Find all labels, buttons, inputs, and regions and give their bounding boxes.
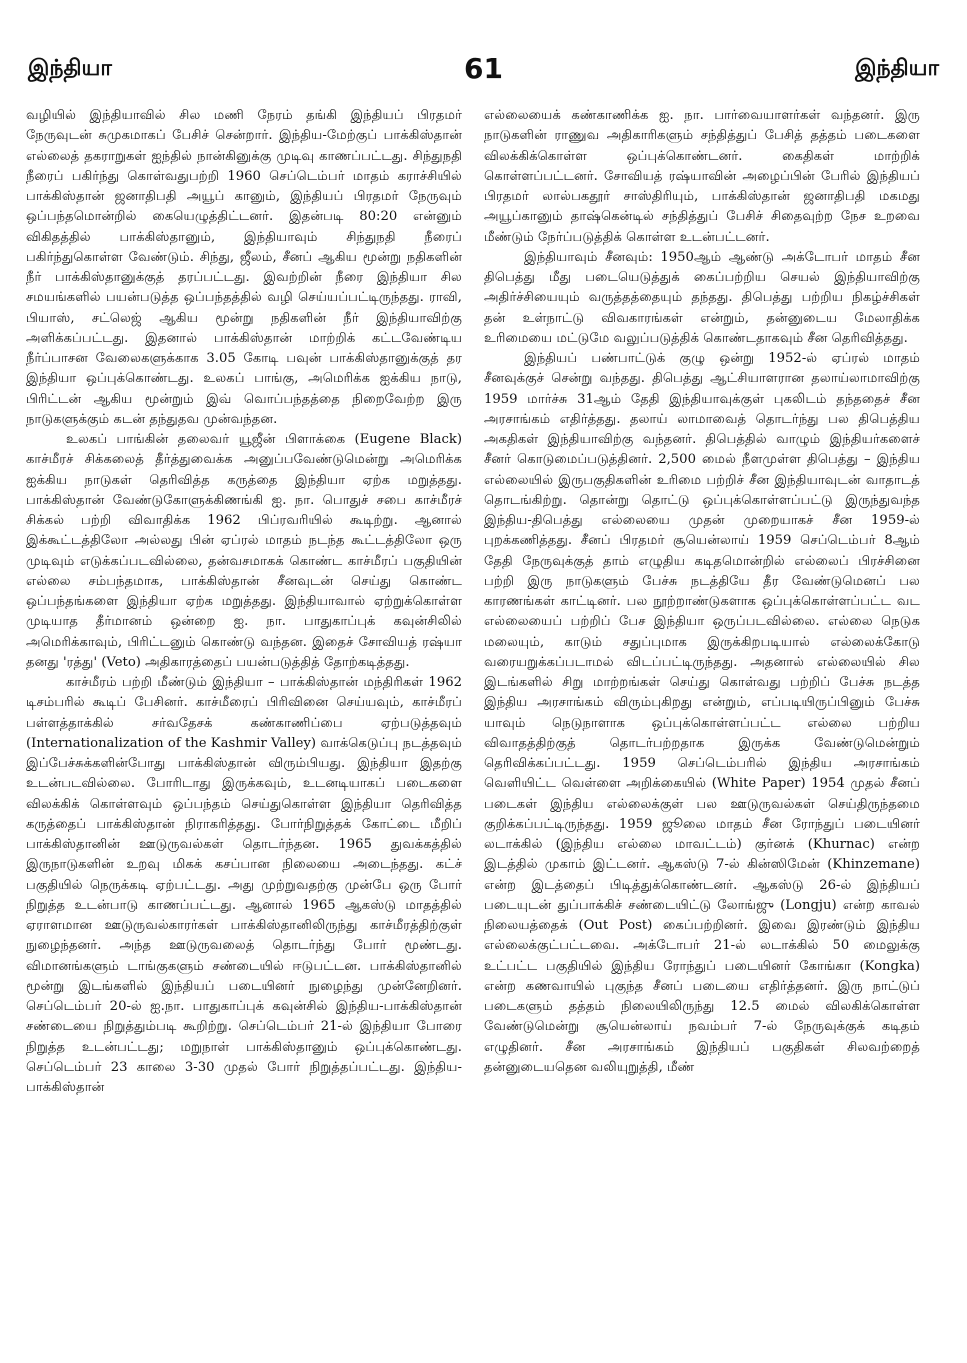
right-column <box>484 106 920 1324</box>
left-paragraph-2: உலகப் பாங்கின் தலைவர் யூஜீன் பிளாக்கை (Eugene Black) காச்மீரச் சிக்கலைத் தீர்த்துவைக்க அனுப்பவேண்டுமென்று அமெரிக்க ஐக்கிய நாடுகள் தெரிவித்த கருத்தை இந்தியா ஏற்க மறுத்தது. பாக்கிஸ்தான் வேண்டுகோளுக்கிணங்கி ஐ. நா. பொதுச் சபை காச்மீரச் சிக்கல் பற்றி விவாதிக்க 1962 பிப்ரவரியில் கூடிற்று. ஆனால் இக்கூட்டத்திலோ அல்லது பின் ஏப்ரல் மாதம் நடந்த கூட்டத்திலோ ஒரு முடிவும் எடுக்கப்படவில்லை, தன்வசமாகக் கொண்ட காச்மீரப் பகுதியின் எல்லை சம்பந்தமாக, பாக்கிஸ்தான் சீனவுடன் செய்து கொண்ட ஒப்பந்தங்களை இந்தியா ஏற்க மறுத்தது. இந்தியாவால் ஏற்றுக்கொள்ள முடியாத தீர்மானம் ஒன்றை ஐ. நா. பாதுகாப்புக் கவுன்சிலில் அமெரிக்காவும், பிரிட்டனும் கொண்டு வந்தன. இதைச் சோவியத் ரஷ்யா தனது 'ரத்து' (Veto) அதிகாரத்தைப் பயன்படுத்தித் தோற்கடித்தது. <box>26 432 462 670</box>
page-number: 61 <box>464 52 503 85</box>
left-paragraph-3: காச்மீரம் பற்றி மீண்டும் இந்தியா – பாக்கிஸ்தான் மந்திரிகள் 1962 டிசம்பரில் கூடிப் பேசினர். காச்மீரைப் பிரிவினை செய்யவும், காச்மீரப் பள்ளத்தாக்கில் சர்வதேசக் கண்காணிப்பை ஏற்படுத்தவும் (Internationalization of the Kashmir Valley) வாக்கெடுப்பு நடத்தவும் இப்பேச்சுக்களின்போது பாக்கிஸ்தான் விரும்பியது. இந்தியா இதற்கு உடன்படவில்லை. போரிடாது இருக்கவும், உடனடியாகப் படைகளை விலக்கிக் கொள்ளவும் ஒப்பந்தம் செய்துகொள்ள இந்தியா தெரிவித்த கருத்தைப் பாக்கிஸ்தான் நிராகரித்தது. போர்நிறுத்தக் கோட்டை மீறிப் பாக்கிஸ்தானின் ஊடுருவல்கள் தொடர்ந்தன. 1965 துவக்கத்தில் இருநாடுகளின் உறவு மிகக் கசப்பான நிலையை அடைந்தது. கட்ச் பகுதியில் நெருக்கடி ஏற்பட்டது. அது முற்றுவதற்கு முன்பே ஒரு போர் நிறுத்த உடன்பாடு காணப்பட்டது. ஆனால் 1965 ஆகஸ்டு மாதத்தில் ஏராளமான ஊடுருவல்காரர்கள் பாக்கிஸ்தானிலிருந்து காச்மீரத்திற்குள் நுழைந்தனர். அந்த ஊடுருவலைத் தொடர்ந்து போர் மூண்டது. விமானங்களும் டாங்குகளும் சண்டையில் ஈடுபட்டன. பாக்கிஸ்தானில் மூன்று இடங்களில் இந்தியப் படையினர் நுழைந்து முன்னேறினர். செப்டெம்பர் 20-ல் ஐ.நா. பாதுகாப்புக் கவுன்சில் இந்திய-பாக்கிஸ்தான் சண்டையை நிறுத்தும்படி கூறிற்று. செப்டெம்பர் 21-ல் இந்தியா போரை நிறுத்த உடன்பட்டது; மறுநாள் பாக்கிஸ்தானும் ஒப்புக்கொண்டது. செப்டெம்பர் 23 காலை 3-30 முதல் போர் நிறுத்தப்பட்டது. இந்திய-பாக்கிஸ்தான் <box>26 675 462 1095</box>
left-paragraph-1: வழியில் இந்தியாவில் சில மணி நேரம் தங்கி இந்தியப் பிரதமர் நேருவுடன் சுமுகமாகப் பேசிச் சென்றார். இந்திய-மேற்குப் பாக்கிஸ்தான் எல்லைத் தகராறுகள் ஐந்தில் நான்கினுக்கு முடிவு காணப்பட்டது. சிந்துநதி நீரைப் பகிர்ந்து கொள்வதுபற்றி 1960 செப்டெம்பர் மாதம் கராச்சியில் பாக்கிஸ்தான் ஜனாதிபதி அயூப் கானும், இந்தியப் பிரதமர் நேருவும் ஒப்பந்தமொன்றில் கையெழுத்திட்டனர். இதன்படி 80:20 என்னும் விகிதத்தில் பாக்கிஸ்தானும், இந்தியாவும் சிந்துநதி நீரைப் பகிர்ந்துகொள்ள வேண்டும். சிந்து, ஜீலம், சீனப் ஆகிய மூன்று நதிகளின் நீர் பாக்கிஸ்தானுக்குத் தரப்பட்டது. இவற்றின் நீரை இந்தியா சில சமயங்களில் பயன்படுத்த ஒப்பந்தத்தில் வழி செய்யப்பட்டிருந்தது. ராவி, பியாஸ், சட்லெஜ் ஆகிய மூன்று நதிகளின் நீர் இந்தியாவிற்கு அளிக்கப்பட்டது. இதனால் பாக்கிஸ்தான் மாற்றிக் கட்டவேண்டிய நீர்ப்பாசன வேலைகளுக்காக 3.05 கோடி பவுன் பாக்கிஸ்தானுக்குத் தர இந்தியா ஒப்புக்கொண்டது. உலகப் பாங்கு, அமெரிக்க ஐக்கிய நாடு, பிரிட்டன் ஆகிய மூன்றும் இவ் வொப்பந்தத்தை நிறைவேற்ற இரு நாடுகளுக்கும் கடன் தந்துதவ முன்வந்தன. <box>26 108 462 427</box>
right-paragraph-2-india-china: இந்தியாவும் சீனவும்: 1950ஆம் ஆண்டு அக்டோபர் மாதம் சீன திபெத்து மீது படையெடுத்துக் கைப்பற்றிய செயல் இந்தியாவிற்கு அதிர்ச்சியையும் வருத்தத்தையும் தந்தது. திபெத்து பற்றிய நிகழ்ச்சிகள் தன் உள்நாட்டு விவகாரங்கள் என்றும், தன்னுடைய மேலாதிக்க உரிமையை மட்டுமே வலுப்படுத்திக் கொண்டதாகவும் சீன தெரிவித்தது. <box>484 249 920 346</box>
left-column <box>26 106 462 1324</box>
running-head-left: இந்தியா <box>28 56 112 81</box>
running-head-right: இந்தியா <box>855 56 939 81</box>
right-paragraph-1: எல்லையைக் கண்காணிக்க ஐ. நா. பார்வையாளர்கள் வந்தனர். இரு நாடுகளின் ராணுவ அதிகாரிகளும் சந்தித்துப் பேசித் தத்தம் படைகளை விலக்கிக்கொள்ள ஒப்புக்கொண்டனர். கைதிகள் மாற்றிக் கொள்ளப்பட்டனர். சோவியத் ரஷ்யாவின் அழைப்பின் பேரில் இந்தியப் பிரதமர் லால்பகதூர் சாஸ்திரியும், பாக்கிஸ்தான் ஜனாதிபதி மகமது அயூப்கானும் தாஷ்கென்டில் சந்தித்துப் பேசிச் சிதைவுற்ற நேச உறவை மீண்டும் நேர்ப்படுத்திக் கொள்ள உடன்பட்டனர். <box>484 108 920 245</box>
right-paragraph-3: இந்தியப் பண்பாட்டுக் குழு ஒன்று 1952-ல் ஏப்ரல் மாதம் சீனவுக்குச் சென்று வந்தது. திபெத்து ஆட்சியாளரான தலாய்லாமாவிற்கு 1959 மார்ச்சு 31ஆம் தேதி இந்தியாவுக்குள் புகலிடம் தந்ததைச் சீன அரசாங்கம் எதிர்த்தது. தலாய் லாமாவைத் தொடர்ந்து பல திபெத்திய அகதிகள் இந்தியாவிற்கு வந்தனர். திபெத்தில் வாழும் இந்தியர்களைச் சீனர் கொடுமைப்படுத்தினர். 2,500 மைல் நீளமுள்ள திபெத்து – இந்திய எல்லையில் இருபகுதிகளின் உரிமை பற்றிச் சீன இந்தியாவுடன் வாதாடத் தொடங்கிற்று. தொன்று தொட்டு ஒப்புக்கொள்ளப்பட்டு இருந்துவந்த இந்திய-திபெத்து எல்லையை முதன் முறையாகச் சீன 1959-ல் புறக்கணித்தது. சீனப் பிரதமர் சூயென்லாய் 1959 செப்டெம்பர் 8ஆம் தேதி நேருவுக்குத் தாம் எழுதிய கடிதமொன்றில் எல்லைப் பிரச்சினை பற்றி இரு நாடுகளும் பேச்சு நடத்தியே தீர வேண்டுமெனப் பல காரணங்கள் காட்டினர். பல நூற்றாண்டுகளாக ஒப்புக்கொள்ளப்பட்ட வட எல்லையைப் பற்றிப் பேச இந்தியா ஒருப்படவில்லை. எல்லை நெடுக மலையும், காடும் சதுப்புமாக இருக்கிறபடியால் எல்லைக்கோடு வரையறுக்கப்படாமல் விடப்பட்டிருந்தது. அதனால் எல்லையில் சில இடங்களில் சிறு மாற்றங்கள் செய்து கொள்வது பற்றிப் பேச்சு நடத்த இந்திய அரசாங்கம் விரும்புகிறது என்றும், எப்படியிருப்பினும் பேச்சு யாவும் நெடுநாளாக ஒப்புக்கொள்ளப்பட்ட எல்லை பற்றிய விவாதத்திற்குத் தொடர்பற்றதாக இருக்க வேண்டுமென்றும் தெரிவிக்கப்பட்டது. 1959 செப்டெம்பரில் இந்திய அரசாங்கம் வெளியிட்ட வெள்ளை அறிக்கையில் (White Paper) 1954 முதல் சீனப் படைகள் இந்திய எல்லைக்குள் பல ஊடுருவல்கள் செய்திருந்தமை குறிக்கப்பட்டிருந்தது. 1959 ஜூலை மாதம் சீன ரோந்துப் படையினர் லடாக்கில் (இந்திய எல்லை மாவட்டம்) குர்னக் (Khurnac) என்ற இடத்தில் முகாம் இட்டனர். ஆகஸ்டு 7-ல் கின்ஸிமேன் (Khinzemane) என்ற இடத்தைப் பிடித்துக்கொண்டனர். ஆகஸ்டு 26-ல் இந்தியப் படையுடன் துப்பாக்கிச் சண்டையிட்டு லோங்ஜு (Longju) என்ற காவல் நிலையத்தைக் (Out Post) கைப்பற்றினர். இவை இரண்டும் இந்திய எல்லைக்குட்பட்டவை. அக்டோபர் 21-ல் லடாக்கில் 50 மைலுக்கு உட்பட்ட பகுதியில் இந்திய ரோந்துப் படையினர் கோங்கா (Kongka) என்ற கணவாயில் புகுந்த சீனப் படையை எதிர்த்தனர். இரு நாட்டுப் படைகளும் தத்தம் நிலையிலிருந்து 12.5 மைல் விலகிக்கொள்ள வேண்டுமென்று சூயென்லாய் நவம்பர் 7-ல் நேருவுக்குக் கடிதம் எழுதினர். சீன அரசாங்கம் இந்தியப் பகுதிகள் சிலவற்றைத் தன்னுடையதென வலியுறுத்தி, மீண் <box>484 351 920 1075</box>
page-header <box>28 52 939 96</box>
